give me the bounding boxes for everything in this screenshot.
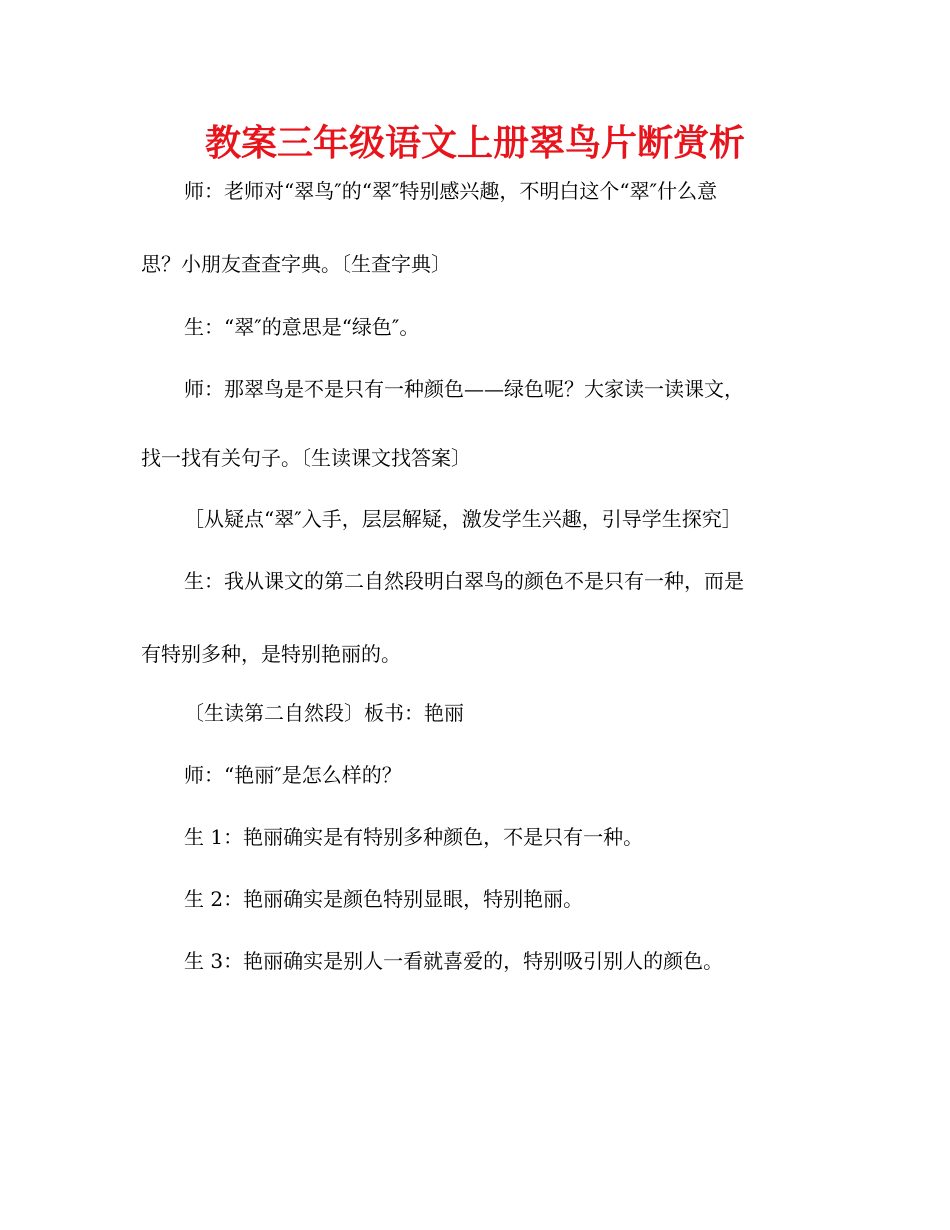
paragraph-line-6: ［从疑点“翠″入手，层层解疑，激发学生兴趣，引导学生探究］ <box>184 507 742 531</box>
paragraph-line-5: 找一找有关句子。〔生读课文找答案〕 <box>141 446 471 470</box>
paragraph-line-12: 生 2：艳丽确实是颜色特别显眼，特别艳丽。 <box>184 887 584 911</box>
paragraph-line-13: 生 3：艳丽确实是别人一看就喜爱的，特别吸引别人的颜色。 <box>184 949 724 973</box>
paragraph-line-2: 思？小朋友查查字典。〔生查字典〕 <box>141 252 451 276</box>
paragraph-line-4: 师：那翠鸟是不是只有一种颜色——绿色呢？大家读一读课文， <box>184 377 744 401</box>
paragraph-line-11: 生 1：艳丽确实是有特别多种颜色，不是只有一种。 <box>184 825 644 849</box>
paragraph-line-9: 〔生读第二自然段〕板书：艳丽 <box>184 701 464 725</box>
paragraph-line-1: 师：老师对“翠鸟″的“翠″特别感兴趣，不明白这个“翠″什么意 <box>184 179 718 203</box>
paragraph-line-7: 生：我从课文的第二自然段明白翠鸟的颜色不是只有一种，而是 <box>184 569 744 593</box>
paragraph-line-10: 师：“艳丽″是怎么样的？ <box>184 763 402 787</box>
paragraph-line-8: 有特别多种，是特别艳丽的。 <box>141 642 401 666</box>
paragraph-line-3: 生：“翠″的意思是“绿色″。 <box>184 315 420 339</box>
document-title: 教案三年级语文上册翠鸟片断赏析 <box>204 123 745 164</box>
